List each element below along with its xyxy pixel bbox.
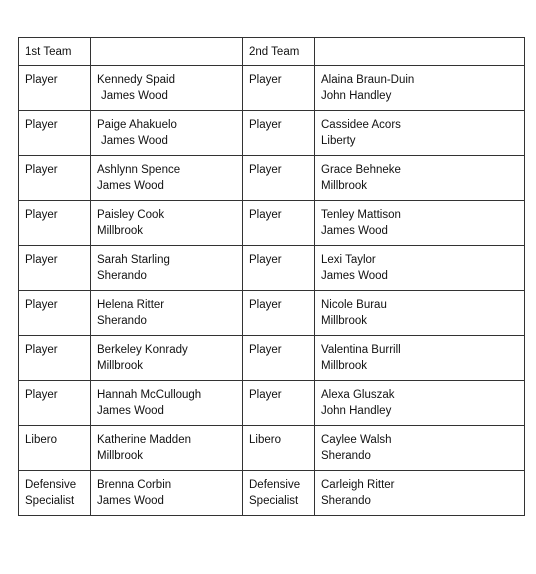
athlete-school: Millbrook (321, 180, 368, 192)
second-team-header: 2nd Team (243, 38, 315, 66)
second-team-athlete (315, 471, 525, 516)
first-team-position: Player (19, 156, 91, 201)
first-team-position: Player (19, 291, 91, 336)
table-row (19, 66, 525, 111)
second-team-position: Player (243, 201, 315, 246)
athlete-school: Millbrook (321, 360, 368, 372)
athlete-school: Sherando (321, 495, 371, 507)
first-team-athlete (91, 471, 243, 516)
athlete-name: Carleigh Ritter (321, 479, 395, 491)
first-team-athlete (91, 111, 243, 156)
athlete-name: Brenna Corbin (97, 479, 172, 491)
first-team-position: Libero (19, 426, 91, 471)
athlete-name: Katherine Madden (97, 434, 191, 446)
athlete-school: Sherando (97, 315, 147, 327)
second-team-athlete (315, 246, 525, 291)
second-team-position: Libero (243, 426, 315, 471)
athlete-name: Cassidee Acors (321, 119, 401, 131)
second-team-position: Player (243, 336, 315, 381)
first-team-position (19, 471, 91, 516)
first-team-position: Player (19, 201, 91, 246)
first-team-position: Player (19, 336, 91, 381)
first-team-position: Player (19, 381, 91, 426)
table-row (19, 246, 525, 291)
second-team-athlete (315, 291, 525, 336)
first-team-athlete (91, 336, 243, 381)
first-team-athlete (91, 381, 243, 426)
first-team-athlete (91, 426, 243, 471)
second-team-position: Player (243, 291, 315, 336)
position-line: Specialist (25, 495, 75, 507)
first-team-position: Player (19, 111, 91, 156)
table-row (19, 111, 525, 156)
athlete-name: Kennedy Spaid (97, 74, 176, 86)
athlete-name: Caylee Walsh (321, 434, 392, 446)
athlete-school: Millbrook (321, 315, 368, 327)
table-row (19, 291, 525, 336)
second-team-athlete (315, 201, 525, 246)
athlete-school: Millbrook (97, 225, 144, 237)
second-team-athlete (315, 336, 525, 381)
athlete-name: Berkeley Konrady (97, 344, 188, 356)
athlete-school: John Handley (321, 90, 392, 102)
table-header-row (19, 38, 525, 66)
table-row (19, 156, 525, 201)
athlete-name: Alexa Gluszak (321, 389, 395, 401)
athlete-school: James Wood (97, 405, 164, 417)
second-team-athlete (315, 156, 525, 201)
second-team-position: Player (243, 156, 315, 201)
second-team-position: Player (243, 66, 315, 111)
first-team-athlete (91, 291, 243, 336)
table-row (19, 201, 525, 246)
second-team-position: Player (243, 246, 315, 291)
athlete-school: James Wood (97, 495, 164, 507)
athlete-name: Nicole Burau (321, 299, 387, 311)
position-line: Defensive (25, 479, 77, 491)
athlete-name: Paisley Cook (97, 209, 165, 221)
first-team-athlete (91, 201, 243, 246)
first-team-athlete (91, 66, 243, 111)
athlete-school: Liberty (321, 135, 356, 147)
first-team-header-blank (91, 38, 243, 66)
first-team-header: 1st Team (19, 38, 91, 66)
athlete-school: James Wood (101, 90, 168, 102)
athlete-name: Sarah Starling (97, 254, 170, 266)
athlete-name: Valentina Burrill (321, 344, 401, 356)
athlete-name: Grace Behneke (321, 164, 401, 176)
athlete-name: Helena Ritter (97, 299, 165, 311)
athlete-name: Paige Ahakuelo (97, 119, 177, 131)
second-team-position: Player (243, 381, 315, 426)
athlete-name: Alaina Braun-Duin (321, 74, 415, 86)
table-row (19, 426, 525, 471)
position-line: Defensive (249, 479, 301, 491)
table-row (19, 381, 525, 426)
athlete-name: Tenley Mattison (321, 209, 401, 221)
first-team-athlete (91, 156, 243, 201)
athlete-school: James Wood (101, 135, 168, 147)
position-line: Specialist (249, 495, 299, 507)
athlete-name: Ashlynn Spence (97, 164, 181, 176)
first-team-athlete (91, 246, 243, 291)
first-team-position: Player (19, 66, 91, 111)
all-team-table (18, 37, 525, 516)
athlete-school: Millbrook (97, 360, 144, 372)
athlete-school: Sherando (97, 270, 147, 282)
table-row (19, 336, 525, 381)
athlete-school: John Handley (321, 405, 392, 417)
second-team-position (243, 471, 315, 516)
athlete-school: Millbrook (97, 450, 144, 462)
table-row (19, 471, 525, 516)
second-team-athlete (315, 66, 525, 111)
second-team-athlete (315, 426, 525, 471)
athlete-school: James Wood (97, 180, 164, 192)
athlete-name: Hannah McCullough (97, 389, 202, 401)
second-team-athlete (315, 381, 525, 426)
second-team-header-blank (315, 38, 525, 66)
second-team-position: Player (243, 111, 315, 156)
first-team-position: Player (19, 246, 91, 291)
second-team-athlete (315, 111, 525, 156)
athlete-school: James Wood (321, 270, 388, 282)
athlete-school: James Wood (321, 225, 388, 237)
athlete-name: Lexi Taylor (321, 254, 376, 266)
athlete-school: Sherando (321, 450, 371, 462)
